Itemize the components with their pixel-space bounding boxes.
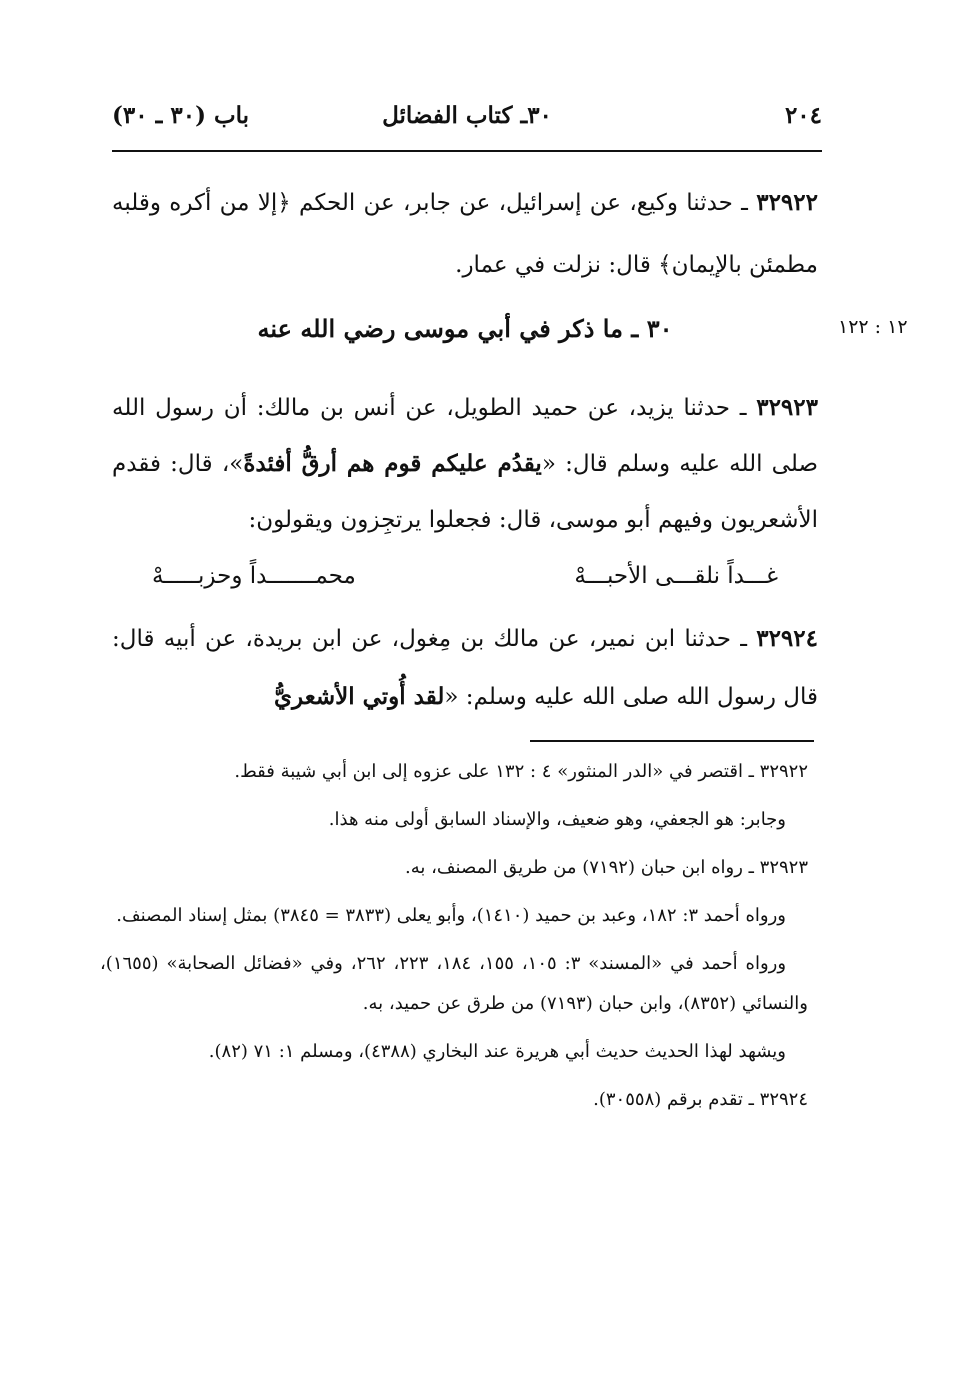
footnote-rule (530, 740, 814, 742)
footnote: ٣٢٩٢٢ ـ اقتصر في «الدر المنثور» ٤ : ١٣٢ على عزوه إلى ابن أبي شيبة فقط. (234, 761, 808, 782)
footnote: ٣٢٩٢٤ ـ تقدم برقم (٣٠٥٥٨). (593, 1089, 808, 1110)
poem-verse (112, 548, 818, 604)
poem-hemistich-2: محمـــــــداً وحزبـــــهْ (152, 563, 356, 589)
hadith-text: ـ حدثنا وكيع، عن إسرائيل، عن جابر، عن الحكم ﴿إلا من أكره وقلبه مطمئن بالإيمان﴾ قال: نزلت في عمار. (112, 190, 818, 278)
book-title: ٣٠ـ كتاب الفضائل (382, 102, 552, 129)
section-title: ٣٠ ـ ما ذكر في أبي موسى رضي الله عنه (257, 314, 673, 343)
footnote: ٣٢٩٢٣ ـ رواه ابن حبان (٧١٩٢) من طريق المصنف، به. (404, 857, 808, 878)
footnote: ورواه أحمد في «المسند» ٣: ١٠٥، ١٥٥، ١٨٤، ٢٢٣، ٢٦٢، وفي «فضائل الصحابة» (١٦٥٥)، والنسائي (٨٣٥٢)، وابن حبان (٧١٩٣) من طرق عن حميد، به. (100, 953, 808, 1014)
poem-hemistich-1: غـــداً نلقـــى الأحبـــهْ (574, 563, 778, 589)
hadith-32922 (112, 172, 818, 296)
hadith-quote: يقدُم عليكم قوم هم أرقُّ أفئدةً (243, 450, 542, 477)
running-header (112, 100, 822, 140)
footnote: ويشهد لهذا الحديث حديث أبي هريرة عند البخاري (٤٣٨٨)، ومسلم ١: ٧١ (٨٢). (208, 1041, 786, 1062)
hadith-quote: لقد أُوتي الأشعريُّ (274, 683, 445, 710)
footnote: ورواه أحمد ٣: ١٨٢، وعبد بن حميد (١٤١٠)، وأبو يعلى (٣٨٣٣ = ٣٨٤٥) بمثل إسناد المصنف. (116, 905, 786, 926)
hadith-text: ـ حدثنا يزيد، عن حميد الطويل، عن أنس بن مالك: أن رسول الله صلى الله عليه وسلم قال: « (112, 395, 818, 477)
chapter-label: باب (٣٠ ـ ٣٠) (112, 102, 250, 129)
hadith-number: ٣٢٩٢٣ (756, 394, 818, 421)
hadith-text: ـ حدثنا ابن نمير، عن مالك بن مِغول، عن ابن بريدة، عن أبيه قال: قال رسول الله صلى الله عليه وسلم: « (112, 626, 818, 710)
hadith-number: ٣٢٩٢٤ (756, 625, 818, 652)
footnote: وجابر: هو الجعفي، وهو ضعيف، والإسناد السابق أولى منه هذا. (328, 809, 786, 830)
hadith-text-end: »، قال: فقدم الأشعريون وفيهم أبو موسى، قال: فجعلوا يرتجِزون ويقولون: (112, 451, 818, 533)
page-number: ٢٠٤ (784, 102, 822, 129)
footnotes (100, 752, 808, 1128)
hadith-32923 (112, 380, 818, 548)
margin-reference: ١٢ : ١٢٢ (838, 316, 908, 338)
hadith-number: ٣٢٩٢٢ (756, 189, 818, 216)
header-rule (112, 150, 822, 152)
hadith-32924 (112, 610, 818, 726)
